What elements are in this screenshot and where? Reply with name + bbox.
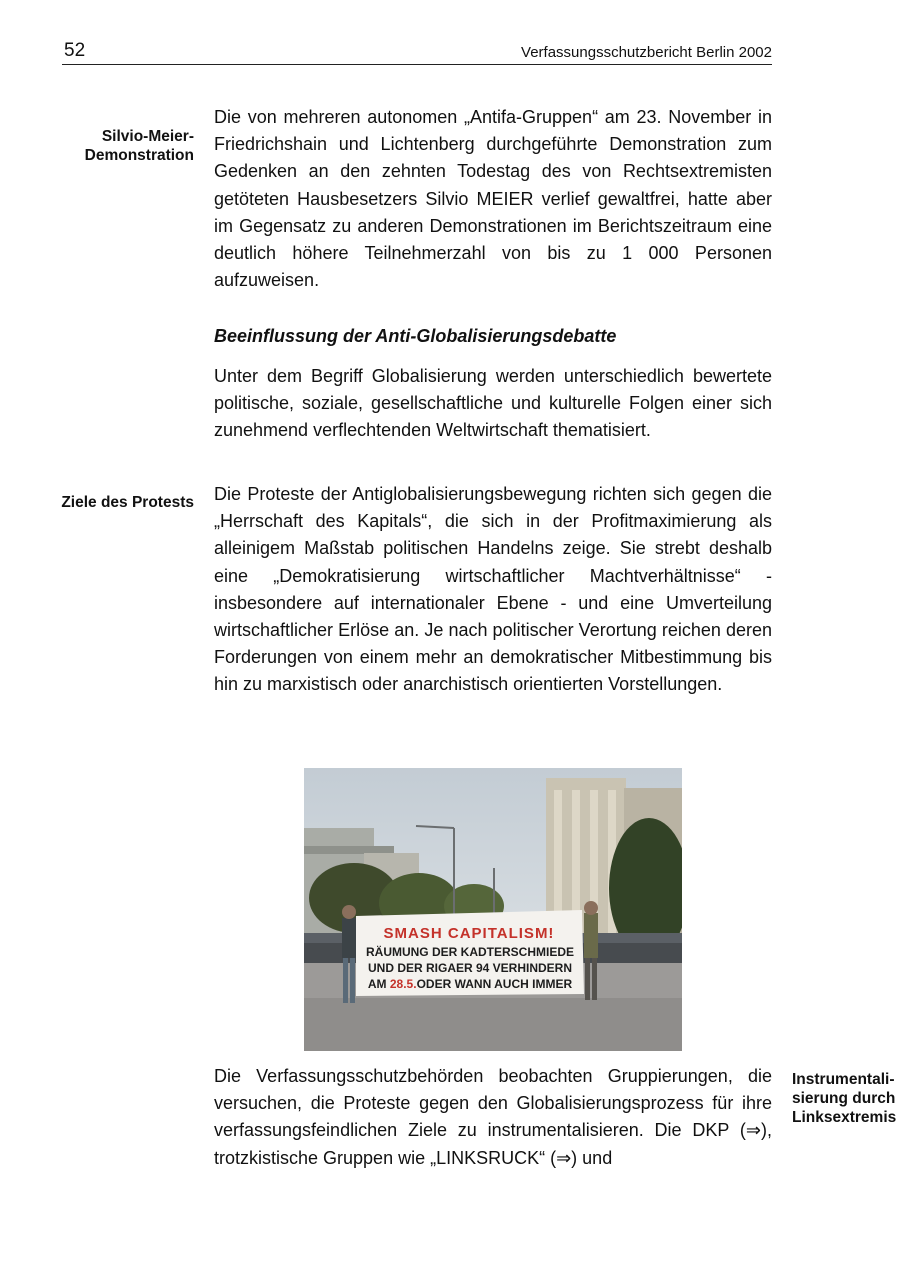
margin-note-line: Demonstration <box>84 147 194 164</box>
paragraph-globalisierung: Unter dem Begriff Globalisierung werden unterschiedlich bewertete politische, soziale, gesellschaftliche und kulturelle Folgen einer sich zunehmend verflechtenden Weltwirtschaft thematisiert. <box>214 366 772 441</box>
paragraph-ziele: Die Proteste der Antiglobalisierungsbewegung richten sich gegen die „Herrschaft des Kapitals“, die sich in der Profitmaximierung als alleinigem Maßstab politischen Handelns zeige. Sie strebt deshalb eine „Demokratisierung wirtschaftlicher Machtverhältnisse“ - insbesondere auf internationaler Ebene - und eine Umverteilung wirtschaftlicher Erlöse an. Je nach politischer Verortung reichen deren Forderungen von einem mehr an demokratischer Mitbestimmung bis hin zu marxistisch oder anarchistisch orientierten Vorstellungen. <box>214 484 772 695</box>
header-rule <box>62 64 772 65</box>
margin-note-ziele: Ziele des Protests <box>61 494 194 511</box>
margin-note-silvio-meier <box>85 127 194 165</box>
paragraph-silvio-meier: Die von mehreren autonomen „Antifa-Gruppen“ am 23. November in Friedrichshain und Lichtenberg durchgeführte Demonstration zum Gedenken an den zehnten Todestag des von Rechtsextremisten getöteten Hausbesetzers Silvio MEIER verlief gewaltfrei, hatte aber im Gegensatz zu anderen Demonstrationen im Berichtszeitraum eine deutlich höhere Teilnehmerzahl von bis zu 1 000 Personen aufzuweisen. <box>214 107 772 291</box>
banner-text-line3: UND DER RIGAER 94 VERHINDERN <box>367 961 573 975</box>
margin-note-line: Linksextremis <box>792 1109 897 1126</box>
margin-note-instrumentalisierung <box>792 1070 896 1127</box>
banner-text-line2: RÄUMUNG DER KADTERSCHMIEDE <box>365 945 575 959</box>
margin-note-line: Instrumentali- <box>792 1071 895 1088</box>
demonstration-photo <box>304 768 682 1051</box>
banner-text-line4 <box>368 977 573 991</box>
page-number: 52 <box>64 40 86 61</box>
banner-text-line4a: AM <box>367 977 390 991</box>
running-header: Verfassungsschutzbericht Berlin 2002 <box>521 44 772 61</box>
section-heading: Beeinflussung der Anti-Globalisierungsdebatte <box>214 326 617 346</box>
banner-text-line4c: ODER WANN AUCH IMMER <box>416 977 573 991</box>
banner-text-line1: SMASH CAPITALISM! <box>383 925 555 942</box>
photo-illustration <box>304 768 682 1051</box>
banner-text-date: 28.5. <box>389 977 417 991</box>
margin-note-line: Silvio-Meier- <box>101 128 194 145</box>
margin-note-line: sierung durch <box>792 1090 896 1107</box>
paragraph-instrumentalisierung: Die Verfassungsschutzbehörden beobachten Gruppierungen, die versuchen, die Proteste gegen den Globalisierungsprozess für ihre verfassungsfeindlichen Ziele zu instrumentalisieren. Die DKP (⇒), trotzkistische Gruppen wie „LINKSRUCK“ (⇒) und <box>214 1066 772 1168</box>
